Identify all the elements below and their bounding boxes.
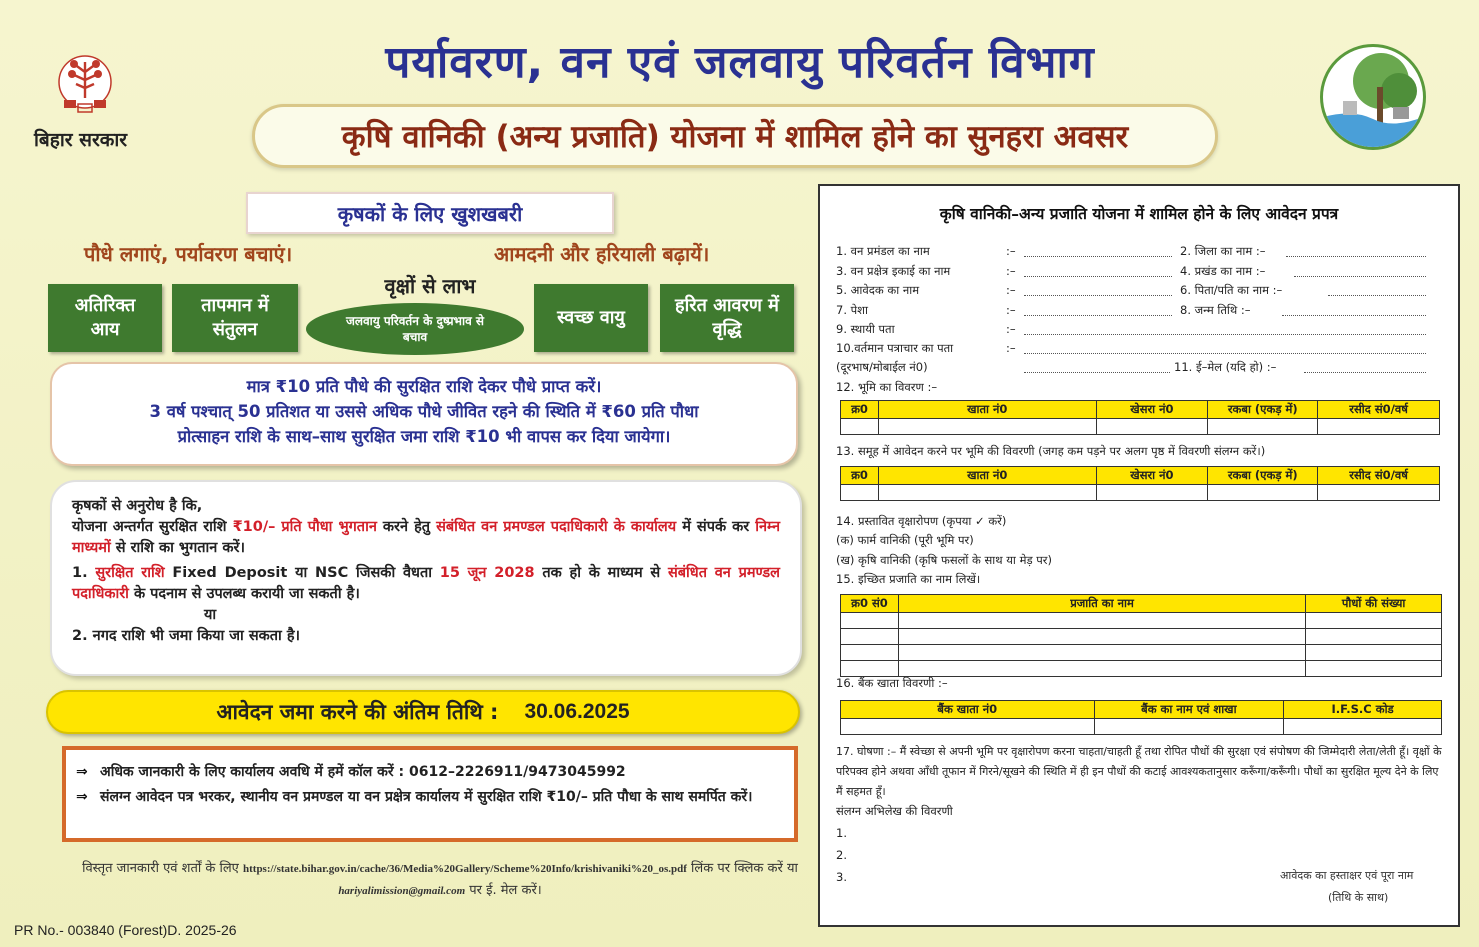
option-2: 2. नगद राशि भी जमा किया जा सकता है।: [72, 628, 301, 644]
field-phone: (दूरभाष/मोबाईल नं0): [836, 360, 928, 374]
table-row[interactable]: [841, 419, 1440, 435]
form-title: कृषि वानिकी–अन्य प्रजाति योजना में शामिल होने के लिए आवेदन प्रपत्र: [939, 205, 1339, 223]
deadline-label: आवेदन जमा करने की अंतिम तिथि :: [216, 700, 499, 724]
jal-jeevan-hariyali-logo: [1320, 44, 1426, 150]
scheme-banner: कृषि वानिकी (अन्य प्रजाति) योजना में शामिल होने का सुनहरा अवसर: [252, 104, 1218, 168]
bank-details-table: बैंक खाता नं0 बैंक का नाम एवं शाखा I.F.S.C कोड: [840, 700, 1442, 735]
subsidy-line-1: मात्र ₹10 प्रति पौधे की सुरक्षित राशि देकर पौधे प्राप्त करें।: [246, 377, 602, 396]
arrow-icon: ⇒: [76, 789, 88, 805]
benefit-climate-protection: जलवायु परिवर्तन के दुष्प्रभाव से बचाव: [306, 303, 524, 355]
benefit-green-cover: हरित आवरण में वृद्धि: [660, 284, 794, 352]
request-intro: कृषकों से अनुरोध है कि,: [72, 498, 203, 514]
field-applicant-name-input[interactable]: [1024, 295, 1172, 296]
table-row[interactable]: [841, 645, 1442, 661]
field-district-input[interactable]: [1286, 256, 1426, 257]
field-group-land: 13. समूह में आवेदन करने पर भूमि की विवरणी (जगह कम पड़ने पर अलग पृष्ठ में विवरणी संलग्न करें।): [836, 444, 1266, 458]
application-form: कृषि वानिकी–अन्य प्रजाति योजना में शामिल होने के लिए आवेदन प्रपत्र 1. वन प्रमंडल का नाम :– 2. जिला का नाम :– 3. वन प्रक्षेत्र इकाई का नाम :– 4. प्रखंड का नाम :– 5. आवेदक का नाम :– 6. पिता/पति का नाम :– 7. पेशा :– 8. जन्म तिथि :– 9. स्थायी पता :– 10.वर्तमान पत्राचार का पता :– (दूरभाष/मोबाईल नं0) 11. ई–मेल (यदि हो) :– 12. भूमि का विवरण :– क्र0 खाता नं0 खेसरा नं0 रकबा (एकड़ में) रसीद सं0/वर्ष 13. समूह में आवेदन करने पर भूमि की विवरणी (जगह कम पड़ने पर अलग पृष्ठ में विवरणी संलग्न करें।) क्र0 खाता नं0 खेसरा नं0 रकबा (एकड़ में) रसीद सं0/वर्ष 14. प्रस्तावित वृक्षारोपण (कृपया ✓ करें) (क) फार्म वानिकी (पूरी भूमि पर) (ख) कृषि वानिकी (कृषि फसलों के साथ या मेड़ पर) 15. इच्छित प्रजाति का नाम लिखें। क्र0 सं0 प्रजाति का नाम पौधों की संख्या 16. बैंक खाता विवरणी :– बैंक खाता नं0 बैंक का नाम एवं शाखा I.F.S.C कोड 17. घोषणा :– मैं स्वेच्छा से अपनी भूमि पर वृक्षारोपण करना चाहता/चाहती हूँ तथा रोपित पौधों की सुरक्षा एवं संपोषण की जिम्मेदारी लेता/लेती हूँ। वृक्षों के परिपक्व होने अथवा आँधी तूफान में गिरने/सूखने की स्थिति में ही इन पौधों की कटाई आवश्यकतानुसार करूँगा/करूँगी। पौधों का सुरक्षित मूल्य देने के लिए मैं सहमत हूँ। संलग्न अभिलेख की विवरणी 1. 2. 3. आवेदक का हस्ताक्षर एवं पूरा नाम (तिथि के साथ): [818, 184, 1460, 927]
table-row[interactable]: [841, 719, 1442, 735]
contact-row-call: ⇒ अधिक जानकारी के लिए कार्यालय अवधि में हमें कॉल करें : 0612–2226911/9473045992: [76, 762, 784, 783]
state-name: बिहार सरकार: [34, 129, 128, 151]
benefits-title: वृक्षों से लाभ: [384, 274, 476, 298]
field-applicant-name: 5. आवेदक का नाम: [836, 283, 920, 297]
field-dob: 8. जन्म तिथि :–: [1180, 303, 1251, 317]
field-father-husband-input[interactable]: [1328, 295, 1426, 296]
field-email: 11. ई–मेल (यदि हो) :–: [1174, 360, 1277, 374]
signature-label: आवेदक का हस्ताक्षर एवं पूरा नाम: [1280, 869, 1414, 882]
department-title: पर्यावरण, वन एवं जलवायु परिवर्तन विभाग: [385, 37, 1095, 88]
option-agro-forestry[interactable]: (ख) कृषि वानिकी (कृषि फसलों के साथ या मेड़ पर): [836, 553, 1052, 567]
field-species: 15. इच्छित प्रजाति का नाम लिखें।: [836, 572, 981, 586]
footer-note: विस्तृत जानकारी एवं शर्तों के लिए https://state.bihar.gov.in/cache/36/Media%20Gallery/Scheme%20Info/krishivaniki%20_os.pdf लिंक पर क्लिक करें या hariyalimission@gmail.com पर ई. मेल करें।: [82, 861, 798, 898]
field-plantation-type: 14. प्रस्तावित वृक्षारोपण (कृपया ✓ करें): [836, 514, 1007, 528]
deadline-date: 30.06.2025: [524, 700, 630, 723]
request-paragraph: योजना अन्तर्गत सुरक्षित राशि ₹10/– प्रति पौधा भुगतान करने हेतु संबंधित वन प्रमण्डल पदाधिकारी के कार्यालय में संपर्क कर निम्न माध्यमों से राशि का भुगतान करें।: [72, 519, 780, 556]
species-table: क्र0 सं0 प्रजाति का नाम पौधों की संख्या: [840, 594, 1442, 677]
field-father-husband: 6. पिता/पति का नाम :–: [1180, 283, 1283, 297]
table-row[interactable]: [841, 485, 1440, 501]
attachment-3: 3.: [836, 870, 847, 884]
field-occupation-input[interactable]: [1024, 315, 1172, 316]
good-news-heading: कृषकों के लिए खुशखबरी: [246, 192, 614, 234]
pr-number: PR No.- 003840 (Forest)D. 2025-26: [14, 922, 237, 938]
field-forest-division-input[interactable]: [1024, 256, 1172, 257]
arrow-icon: ⇒: [76, 764, 88, 780]
group-land-table: क्र0 खाता नं0 खेसरा नं0 रकबा (एकड़ में) रसीद सं0/वर्ष: [840, 466, 1440, 501]
benefit-temperature-balance: तापमान में संतुलन: [172, 284, 298, 352]
table-row[interactable]: [841, 629, 1442, 645]
subsidy-line-3: प्रोत्साहन राशि के साथ–साथ सुरक्षित जमा राशि ₹10 भी वापस कर दिया जायेगा।: [177, 427, 671, 446]
field-permanent-address: 9. स्थायी पता: [836, 322, 895, 336]
option-or: या: [204, 607, 217, 623]
attachments-label: संलग्न अभिलेख की विवरणी: [836, 804, 953, 818]
field-block-input[interactable]: [1294, 276, 1426, 277]
slogan-plant-trees: पौधे लगाएं, पर्यावरण बचाएं।: [84, 242, 293, 266]
attachment-2: 2.: [836, 848, 847, 862]
field-dob-input[interactable]: [1282, 315, 1426, 316]
field-bank-details: 16. बैंक खाता विवरणी :–: [836, 676, 948, 690]
scheme-link[interactable]: https://state.bihar.gov.in/cache/36/Media%20Gallery/Scheme%20Info/krishivaniki%20_os.pdf: [243, 863, 687, 875]
email-link[interactable]: hariyalimission@gmail.com: [338, 885, 466, 897]
field-current-address: 10.वर्तमान पत्राचार का पता: [836, 341, 954, 355]
benefit-extra-income: अतिरिक्त आय: [48, 284, 162, 352]
land-details-table: क्र0 खाता नं0 खेसरा नं0 रकबा (एकड़ में) रसीद सं0/वर्ष: [840, 400, 1440, 435]
slogan-income-greenery: आमदनी और हरियाली बढ़ायें।: [494, 242, 710, 266]
field-block: 4. प्रखंड का नाम :–: [1180, 264, 1266, 278]
attachment-1: 1.: [836, 826, 847, 840]
field-land-details: 12. भूमि का विवरण :–: [836, 380, 938, 394]
table-row[interactable]: [841, 613, 1442, 629]
subsidy-info-box: [50, 362, 798, 466]
field-district: 2. जिला का नाम :–: [1180, 244, 1266, 258]
benefit-clean-air: स्वच्छ वायु: [534, 284, 648, 352]
field-permanent-address-input[interactable]: [1024, 334, 1426, 335]
option-farm-forestry[interactable]: (क) फार्म वानिकी (पूरी भूमि पर): [836, 533, 974, 547]
field-range-unit: 3. वन प्रक्षेत्र इकाई का नाम: [836, 264, 951, 278]
option-1: 1. सुरक्षित राशि Fixed Deposit या NSC जिसकी वैधता 15 जून 2028 तक हो के माध्यम से संबंधित वन प्रमण्डल पदाधिकारी के पदनाम से उपलब्ध करायी जा सकती है।: [72, 565, 781, 602]
subsidy-line-2: 3 वर्ष पश्चात् 50 प्रतिशत या उससे अधिक पौधे जीवित रहने की स्थिति में ₹60 प्रति पौधा: [149, 402, 699, 421]
payment-request-box: [50, 480, 802, 676]
table-row[interactable]: [841, 661, 1442, 677]
signature-date-label: (तिथि के साथ): [1328, 891, 1389, 904]
contact-box: [62, 746, 798, 842]
field-email-input[interactable]: [1304, 372, 1426, 373]
field-occupation: 7. पेशा: [836, 303, 868, 317]
field-forest-division: 1. वन प्रमंडल का नाम: [836, 244, 930, 258]
bihar-seal-logo: [52, 52, 118, 118]
field-range-unit-input[interactable]: [1024, 276, 1172, 277]
field-phone-input[interactable]: [1024, 372, 1170, 373]
contact-row-submit: ⇒ संलग्न आवेदन पत्र भरकर, स्थानीय वन प्रमण्डल या वन प्रक्षेत्र कार्यालय में सुरक्षित राशि ₹10/– प्रति पौधा के साथ समर्पित करें।: [76, 787, 784, 808]
declaration-text: 17. घोषणा :– मैं स्वेच्छा से अपनी भूमि पर वृक्षारोपण करना चाहता/चाहती हूँ तथा रोपित पौधों की सुरक्षा एवं संपोषण की जिम्मेदारी लेता/लेती हूँ। वृक्षों के परिपक्व होने अथवा आँधी तूफान में गिरने/सूखने की स्थिति में ही इन पौधों की कटाई आवश्यकतानुसार करूँगा/करूँगी। पौधों का सुरक्षित मूल्य देने के लिए मैं सहमत हूँ।: [836, 745, 1442, 798]
deadline-banner: [46, 690, 800, 734]
field-current-address-input[interactable]: [1024, 353, 1426, 354]
